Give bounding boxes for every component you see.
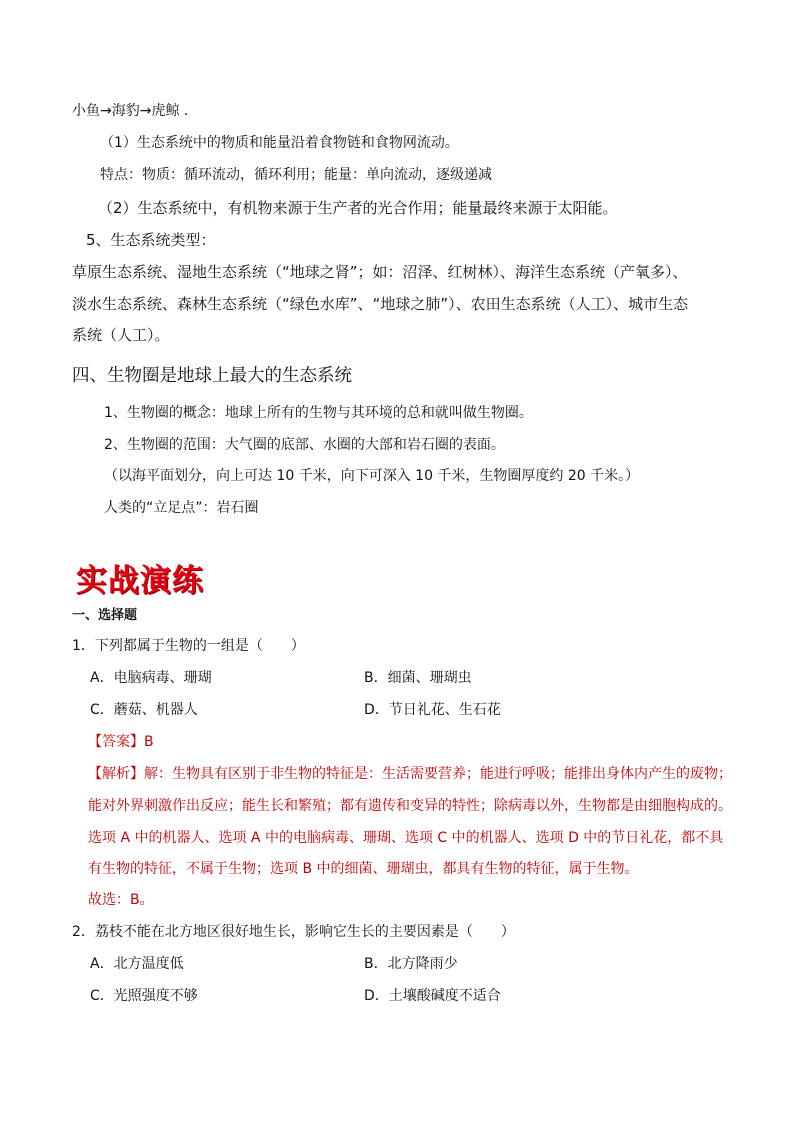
section-4-heading: 四、生物圈是地球上最大的生态系统 — [72, 366, 352, 386]
q1-stem: 1．下列都属于生物的一组是（ ） — [72, 638, 305, 654]
food-chain-text: 小鱼→海豹→虎鲸 . — [72, 103, 189, 119]
biosphere-concept: 1、生物圈的概念：地球上所有的生物与其环境的总和就叫做生物圈。 — [104, 405, 533, 421]
q2-option-d: D．土壤酸碱度不适合 — [364, 988, 501, 1004]
feature-text: 特点：物质：循环流动，循环利用；能量：单向流动，逐级递减 — [100, 167, 492, 183]
human-foothold: 人类的“立足点”：岩石圈 — [104, 500, 259, 516]
q1-analysis-line-3: 选项 A 中的机器人、选项 A 中的电脑病毒、珊瑚、选项 C 中的机器人、选项 D 中的节日礼花，都不具 — [88, 830, 724, 846]
item-5: 5、生态系统类型： — [86, 231, 216, 249]
q1-conclusion: 故选：B。 — [88, 892, 154, 908]
q1-answer — [88, 731, 154, 751]
q1-option-a: A．电脑病毒、珊瑚 — [90, 670, 212, 686]
analysis-tag: 【解析】 — [88, 766, 144, 782]
section-label: 一、选择题 — [72, 608, 138, 623]
analysis-text-1: 解：生物具有区别于非生物的特征是：生活需要营养；能进行呼吸；能排出身体内产生的废物； — [144, 766, 732, 782]
biosphere-range: 2、生物圈的范围：大气圈的底部、水圈的大部和岩石圈的表面。 — [104, 437, 505, 453]
point-1: （1）生态系统中的物质和能量沿着食物链和食物网流动。 — [100, 135, 459, 151]
biosphere-extent: （以海平面划分，向上可达 10 千米，向下可深入 10 千米，生物圈厚度约 20 千米。） — [104, 468, 640, 484]
types-line-1: 草原生态系统、湿地生态系统（“地球之肾”；如：沼泽、红树林）、海洋生态系统（产氧多）、 — [72, 263, 688, 281]
q1-option-d: D．节日礼花、生石花 — [364, 702, 501, 718]
q1-analysis-line-4: 有生物的特征，不属于生物；选项 B 中的细菌、珊瑚虫，都具有生物的特征，属于生物。 — [88, 861, 639, 877]
answer-value: B — [144, 734, 154, 750]
answer-tag: 【答案】 — [88, 734, 144, 750]
q2-option-c: C．光照强度不够 — [90, 988, 198, 1004]
q2-stem: 2．荔枝不能在北方地区很好地生长，影响它生长的主要因素是（ ） — [72, 924, 515, 940]
types-line-2: 淡水生态系统、森林生态系统（“绿色水库”、“地球之肺”）、农田生态系统（人工）、城市生态 — [72, 295, 689, 313]
q1-option-b: B．细菌、珊瑚虫 — [364, 670, 472, 686]
practice-banner: 实战演练 — [76, 563, 204, 599]
point-2: （2）生态系统中，有机物来源于生产者的光合作用；能量最终来源于太阳能。 — [98, 199, 618, 217]
types-line-3: 系统（人工）。 — [72, 326, 170, 344]
q2-option-a: A．北方温度低 — [90, 956, 184, 972]
q1-analysis-line-2: 能对外界刺激作出反应；能生长和繁殖；都有遗传和变异的特性；除病毒以外，生物都是由细胞构成的。 — [88, 798, 732, 814]
q1-analysis-line-1 — [88, 763, 732, 783]
q2-option-b: B．北方降雨少 — [364, 956, 458, 972]
q1-option-c: C．蘑菇、机器人 — [90, 702, 198, 718]
